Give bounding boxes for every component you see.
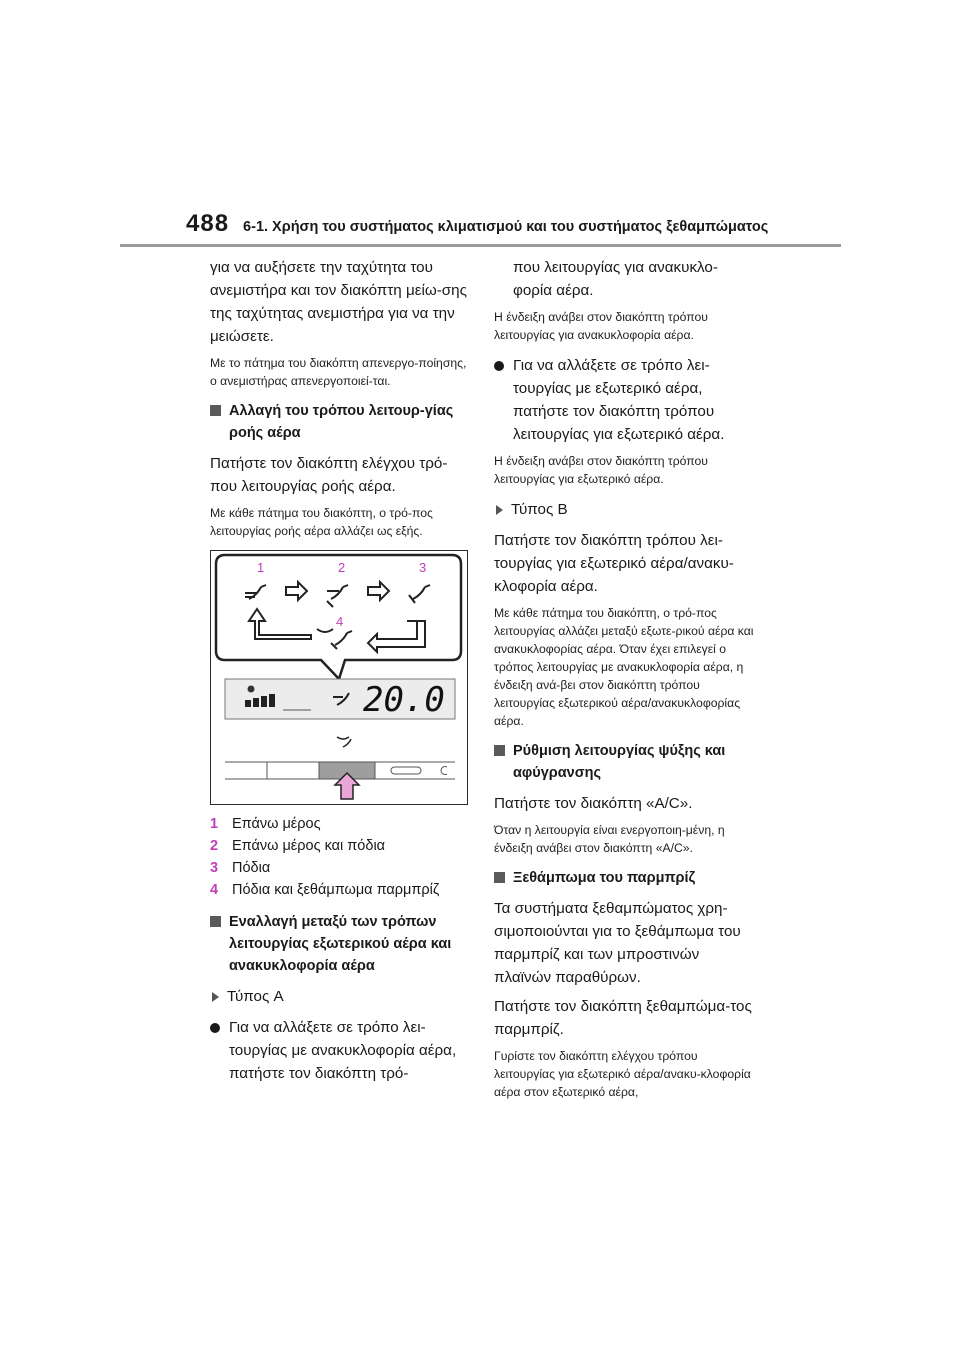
button-indicator <box>391 767 421 774</box>
heading-cooling <box>494 740 756 784</box>
legend-number: 3 <box>210 860 219 876</box>
heading-defrost <box>494 867 756 889</box>
square-bullet-icon <box>210 916 221 927</box>
note: Όταν η λειτουργία είναι ενεργοποιη-μένη, η ένδειξη ανάβει στον διακόπτη «A/C». <box>494 823 725 855</box>
page-header <box>186 210 768 238</box>
square-bullet-icon <box>210 405 221 416</box>
legend-item <box>210 879 472 901</box>
page-number: 488 <box>186 210 230 237</box>
note: Η ένδειξη ανάβει στον διακόπτη τρόπου λειτουργίας για ανακυκλοφορία αέρα. <box>494 310 708 342</box>
heading-text: Αλλαγή του τρόπου λειτουρ-γίας ροής αέρα <box>229 403 454 441</box>
square-bullet-icon <box>494 872 505 883</box>
legend-text: Επάνω μέρος <box>232 816 321 832</box>
triangle-bullet-icon <box>496 505 503 515</box>
label-2: 2 <box>338 560 346 575</box>
bullet-item <box>210 1016 472 1085</box>
label-4: 4 <box>336 614 344 629</box>
triangle-bullet-icon <box>212 992 219 1002</box>
heading-air-intake <box>210 911 472 977</box>
square-bullet-icon <box>494 745 505 756</box>
button-mode-icon <box>337 737 351 747</box>
note: Με κάθε πάτημα του διακόπτη, ο τρό-πος λειτουργίας αλλάζει μεταξύ εξωτε-ρικού αέρα και ανακυκλοφορίας αέρα. Όταν έχει επιλεγεί ο τρόπος λειτουργίας με ανακυκλοφορία αέρα, η ένδειξη ανά-βει στον διακόπτη τρόπου λειτουργίας εξωτερικού αέρα/ανακυκλοφορίας αέρα. <box>494 606 754 728</box>
fan-icon <box>248 686 255 693</box>
legend-item <box>210 813 472 835</box>
note: Γυρίστε τον διακόπτη ελέγχου τρόπου λειτουργίας για εξωτερικό αέρα/ανακυ-κλοφορία αέρα στον εξωτερικό αέρα, <box>494 1049 751 1099</box>
type-b-label <box>494 498 756 521</box>
right-column <box>494 256 756 1111</box>
paragraph: Πατήστε τον διακόπτη ξεθαμπώμα-τος παρμπρίζ. <box>494 998 752 1038</box>
heading-airflow-mode <box>210 400 472 444</box>
section-title: 6-1. Χρήση του συστήματος κλιματισμού και του συστήματος ξεθαμπώματος <box>243 219 769 235</box>
type-a-label <box>210 985 472 1008</box>
paragraph: Τα συστήματα ξεθαμπώματος χρη-σιμοποιούνται για το ξεθάμπωμα του παρμπρίζ και των μπροστινών πλαϊνών παραθύρων. <box>494 900 741 986</box>
bullet-text: Για να αλλάξετε σε τρόπο λει-τουργίας με εξωτερικό αέρα, πατήστε τον διακόπτη τρόπου λειτουργίας για εξωτερικό αέρα. <box>513 357 725 443</box>
legend-text: Πόδια και ξεθάμπωμα παρμπρίζ <box>232 882 440 898</box>
legend-number: 4 <box>210 882 219 898</box>
bullet-text: Για να αλλάξετε σε τρόπο λει-τουργίας με ανακυκλοφορία αέρα, πατήστε τον διακόπτη τρό- <box>229 1019 457 1082</box>
note: Με κάθε πάτημα του διακόπτη, ο τρό-πος λειτουργίας ροής αέρα αλλάζει ως εξής. <box>210 506 433 538</box>
legend-number: 2 <box>210 838 219 854</box>
knob-edge-icon <box>441 767 447 775</box>
figure-legend <box>210 813 472 901</box>
type-a-text: Τύπος A <box>227 988 284 1005</box>
label-3: 3 <box>419 560 427 575</box>
bullet-item <box>494 354 756 446</box>
airflow-diagram <box>211 551 467 804</box>
temperature-readout: 20.0 <box>363 680 445 720</box>
heading-text: Ρύθμιση λειτουργίας ψύξης και αφύγρανσης <box>513 743 726 781</box>
legend-text: Πόδια <box>232 860 271 876</box>
dot-bullet-icon <box>210 1023 220 1033</box>
dot-bullet-icon <box>494 361 504 371</box>
legend-item <box>210 835 472 857</box>
note: Η ένδειξη ανάβει στον διακόπτη τρόπου λειτουργίας για εξωτερικό αέρα. <box>494 454 708 486</box>
left-column <box>210 256 472 1091</box>
paragraph: για να αυξήσετε την ταχύτητα του ανεμιστήρα και τον διακόπτη μείω-σης της ταχύτητας ανεμιστήρα για να την μειώσετε. <box>210 259 467 345</box>
airflow-mode-figure <box>210 550 468 805</box>
label-1: 1 <box>257 560 265 575</box>
header-divider <box>120 244 841 247</box>
note: Με το πάτημα του διακόπτη απενεργο-ποίησης, ο ανεμιστήρας απενεργοποιεί-ται. <box>210 356 467 388</box>
paragraph: Πατήστε τον διακόπτη ελέγχου τρό-που λειτουργίας ροής αέρα. <box>210 455 448 495</box>
type-b-text: Τύπος B <box>511 501 568 518</box>
legend-item <box>210 857 472 879</box>
paragraph: που λειτουργίας για ανακυκλο-φορία αέρα. <box>513 259 718 299</box>
heading-text: Ξεθάμπωμα του παρμπρίζ <box>513 870 696 886</box>
legend-text: Επάνω μέρος και πόδια <box>232 838 386 854</box>
paragraph: Πατήστε τον διακόπτη «A/C». <box>494 795 693 812</box>
paragraph: Πατήστε τον διακόπτη τρόπου λει-τουργίας για εξωτερικό αέρα/ανακυ-κλοφορία αέρα. <box>494 532 734 595</box>
heading-text: Εναλλαγή μεταξύ των τρόπων λειτουργίας εξωτερικού αέρα και ανακυκλοφορία αέρα <box>229 914 452 974</box>
legend-number: 1 <box>210 816 219 832</box>
